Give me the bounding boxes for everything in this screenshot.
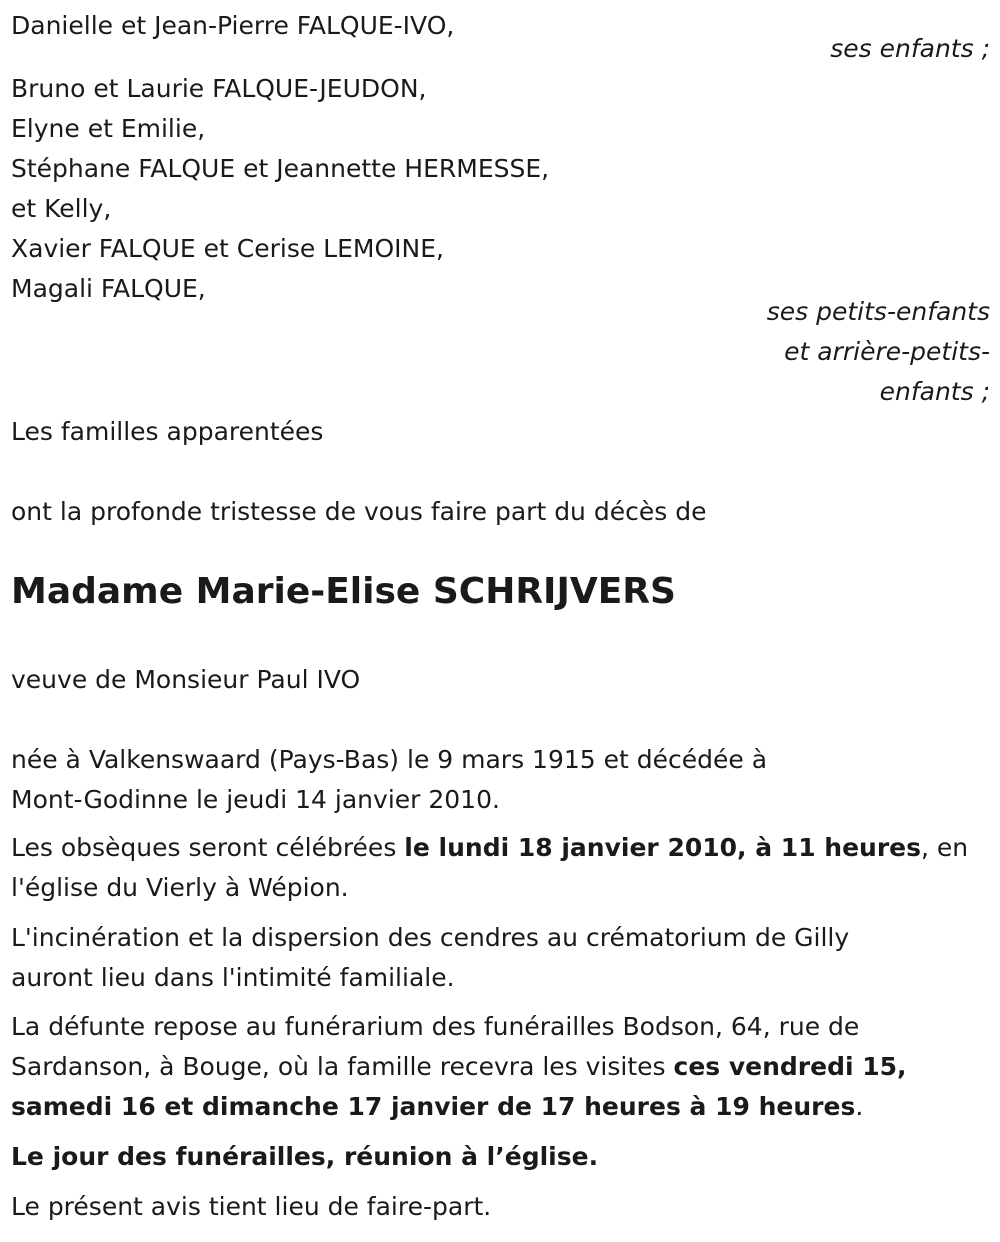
children-names: Danielle et Jean-Pierre FALQUE-IVO,	[11, 11, 455, 40]
cremation-line: auront lieu dans l'intimité familiale.	[11, 963, 455, 992]
funeral-text: Les obsèques seront célébrées	[11, 833, 405, 862]
visitation-line: La défunte repose au funérarium des funérailles Bodson, 64, rue de	[11, 1012, 860, 1041]
grandchild-line: Xavier FALQUE et Cerise LEMOINE,	[11, 234, 444, 263]
visitation-text: .	[855, 1092, 864, 1121]
grandchild-line: et Kelly,	[11, 194, 112, 223]
meeting-note: Le jour des funérailles, réunion à l’église.	[11, 1142, 599, 1171]
visitation-line	[11, 1087, 863, 1127]
closing-note: Le présent avis tient lieu de faire-part.	[11, 1192, 492, 1221]
funeral-text: , en	[921, 833, 969, 862]
announcement-text: ont la profonde tristesse de vous faire part du décès de	[11, 497, 707, 526]
grandchildren-label: enfants ;	[879, 377, 990, 406]
funeral-location: l'église du Vierly à Wépion.	[11, 873, 349, 902]
relatives-line: Les familles apparentées	[11, 417, 324, 446]
funeral-date: le lundi 18 janvier 2010, à 11 heures	[404, 833, 922, 862]
widow-of-line: veuve de Monsieur Paul IVO	[11, 665, 361, 694]
visitation-line	[11, 1047, 907, 1087]
grandchild-line: Bruno et Laurie FALQUE-JEUDON,	[11, 74, 427, 103]
birth-death-line: née à Valkenswaard (Pays-Bas) le 9 mars 1915 et décédée à	[11, 745, 768, 774]
grandchild-line: Elyne et Emilie,	[11, 114, 206, 143]
grandchildren-label: ses petits-enfants	[766, 297, 990, 326]
visitation-dates: ces vendredi 15,	[673, 1052, 907, 1081]
birth-death-line: Mont-Godinne le jeudi 14 janvier 2010.	[11, 785, 500, 814]
visitation-dates: samedi 16 et dimanche 17 janvier de 17 heures à 19 heures	[11, 1092, 856, 1121]
children-label: ses enfants ;	[830, 34, 990, 63]
cremation-line: L'incinération et la dispersion des cendres au crématorium de Gilly	[11, 923, 850, 952]
grandchild-line: Magali FALQUE,	[11, 274, 206, 303]
grandchildren-label: et arrière-petits-	[784, 337, 990, 366]
grandchild-line: Stéphane FALQUE et Jeannette HERMESSE,	[11, 154, 550, 183]
funeral-line	[11, 828, 968, 868]
visitation-text: Sardanson, à Bouge, où la famille recevra les visites	[11, 1052, 674, 1081]
deceased-name: Madame Marie-Elise SCHRIJVERS	[11, 571, 676, 612]
